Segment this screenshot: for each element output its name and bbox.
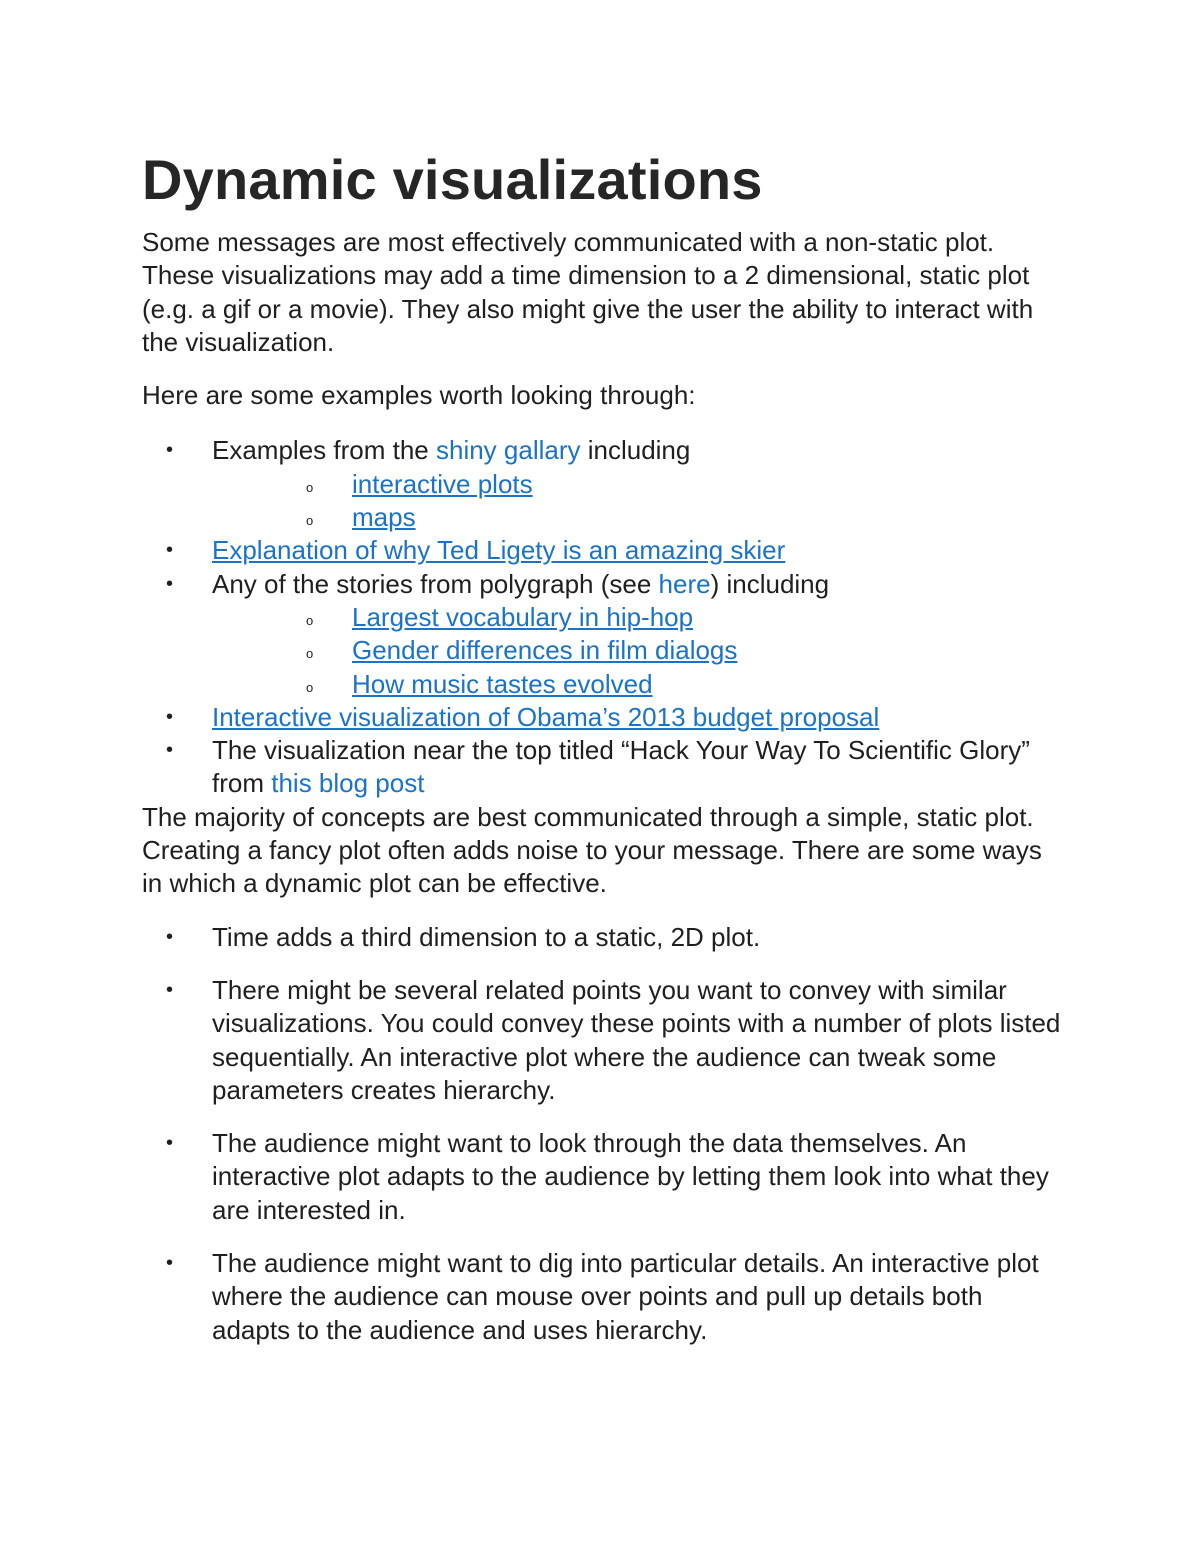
page-title: Dynamic visualizations — [142, 148, 763, 211]
polygraph-prefix: Any of the stories from polygraph (see — [212, 568, 659, 599]
list-item-reason: • There might be several related points you want to convey with similar visualizations. You could convey these points with a number of plots listed sequentially. An interactive plot where the audience can tweak some parameters creates hierarchy. — [142, 974, 1062, 1107]
list-item-gender — [212, 634, 1062, 667]
list-item-maps — [212, 501, 1062, 534]
maps-link[interactable]: maps — [352, 502, 416, 533]
list-item-music — [212, 668, 1062, 701]
hack-prefix: The visualization near the top titled “Hack Your Way To Scientific Glory” from — [212, 735, 1030, 799]
list-item-interactive-plots — [212, 468, 1062, 501]
reasons-list — [142, 921, 1062, 1347]
polygraph-here-link[interactable]: here — [658, 568, 711, 599]
list-item-reason: • The audience might want to dig into particular details. An interactive plot where the audience can mouse over points and pull up details both adapts to the audience and uses hierarchy. — [142, 1247, 1062, 1347]
interactive-plots-link[interactable]: interactive plots — [352, 468, 533, 499]
list-item-vocabulary — [212, 601, 1062, 634]
vocabulary-link[interactable]: Largest vocabulary in hip-hop — [352, 601, 694, 632]
shiny-sublist — [212, 468, 1062, 535]
list-item-ligety — [142, 534, 1062, 567]
examples-list — [142, 434, 1062, 800]
list-item-polygraph — [142, 568, 1062, 701]
polygraph-suffix: ) including — [710, 568, 830, 599]
examples-lead: Here are some examples worth looking through: — [142, 380, 696, 411]
list-item-shiny — [142, 434, 1062, 534]
ligety-link[interactable]: Explanation of why Ted Ligety is an amazing skier — [212, 535, 786, 566]
polygraph-sublist — [212, 601, 1062, 701]
music-tastes-link[interactable]: How music tastes evolved — [352, 668, 653, 699]
list-item-obama — [142, 701, 1062, 734]
intro-paragraph: Some messages are most effectively communicated with a non-static plot. These visualizations may add a time dimension to a 2 dimensional, static plot (e.g. a gif or a movie). They also might give the user the ability to interact with the visualization. — [142, 227, 1034, 357]
obama-budget-link[interactable]: Interactive visualization of Obama’s 2013 budget proposal — [212, 701, 880, 732]
blog-post-link[interactable]: this blog post — [271, 768, 425, 799]
list-item-hack — [142, 734, 1062, 801]
gender-differences-link[interactable]: Gender differences in film dialogs — [352, 635, 738, 666]
shiny-prefix: Examples from the — [212, 435, 436, 466]
document-page — [142, 140, 1062, 1367]
shiny-suffix: including — [580, 435, 691, 466]
majority-paragraph: The majority of concepts are best communicated through a simple, static plot. Creating a fancy plot often adds noise to your message. There are some ways in which a dynamic plot can be effective. — [142, 801, 1042, 899]
list-item-reason: • The audience might want to look through the data themselves. An interactive plot adapts to the audience by letting them look into what they are interested in. — [142, 1127, 1062, 1227]
list-item-reason: • Time adds a third dimension to a static, 2D plot. — [142, 921, 1062, 954]
shiny-gallery-link[interactable]: shiny gallary — [435, 435, 581, 466]
